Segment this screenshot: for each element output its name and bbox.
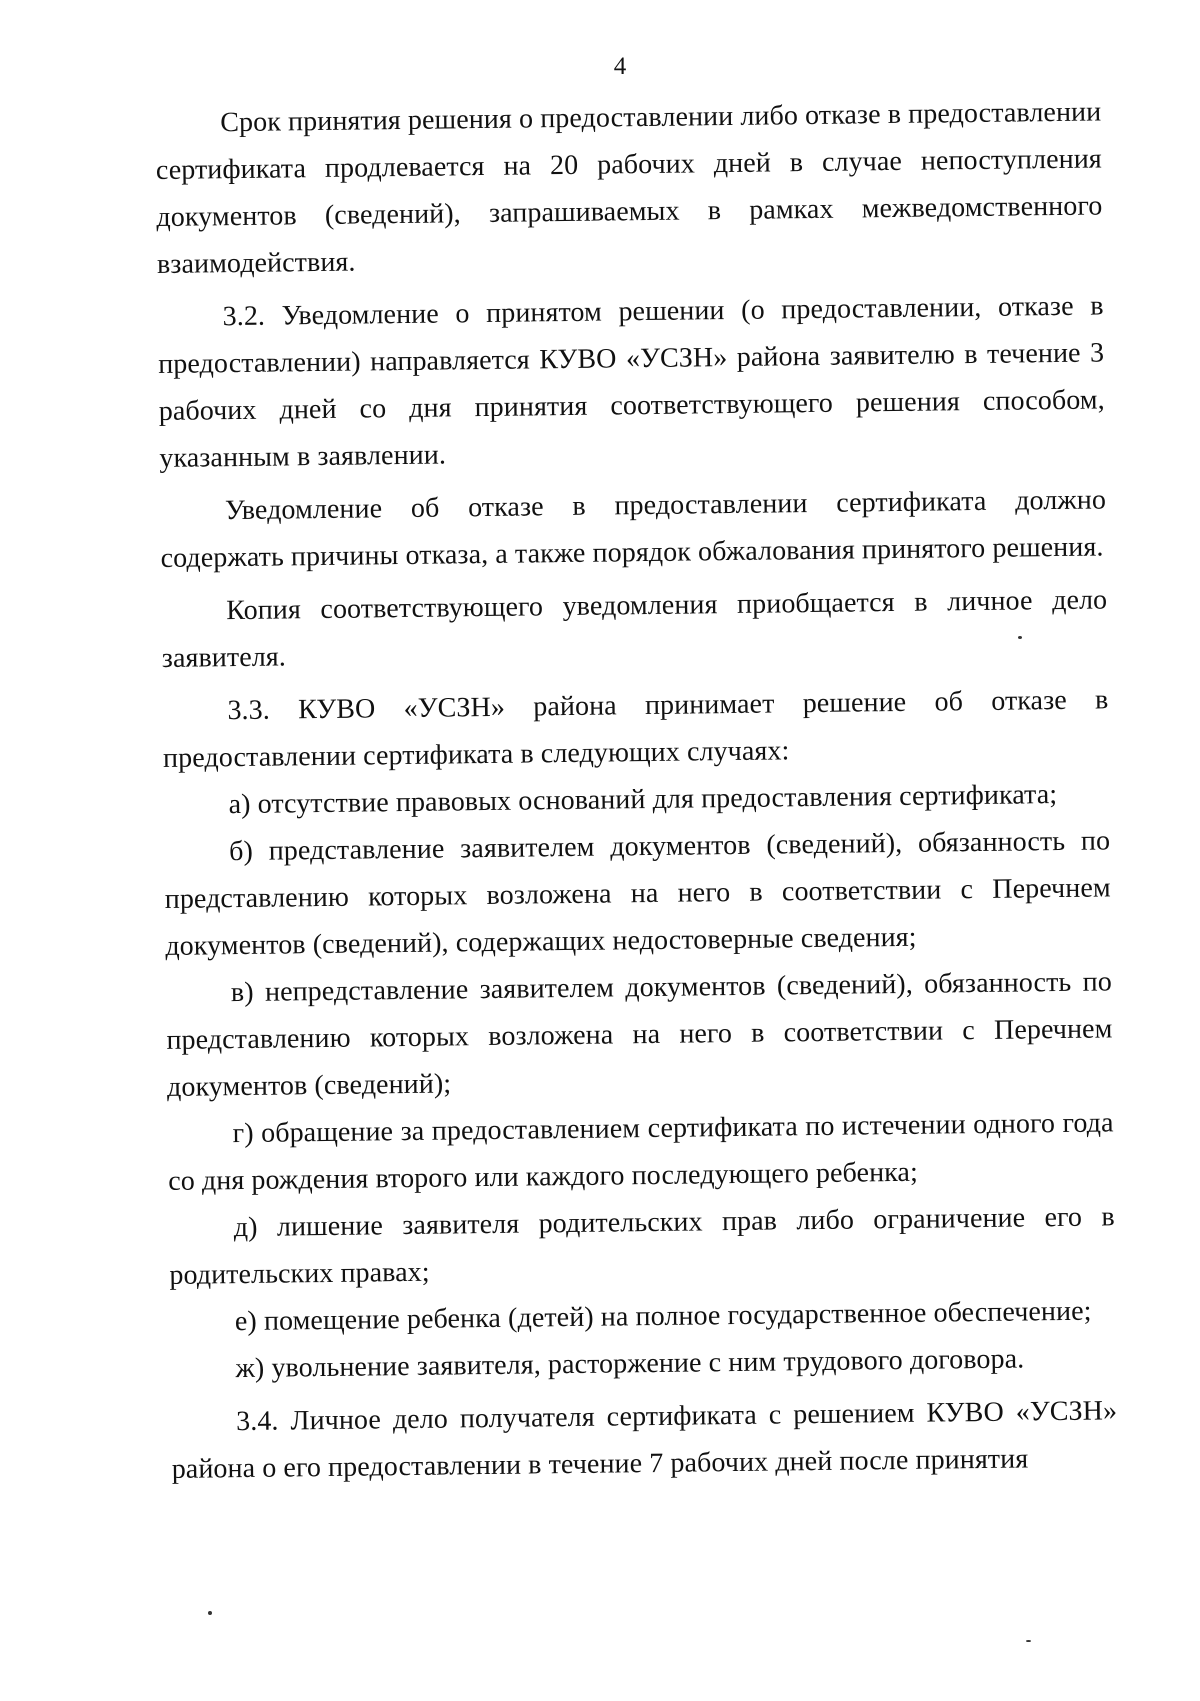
scan-speck bbox=[208, 1611, 212, 1615]
document-body bbox=[155, 88, 1118, 1492]
paragraph-3-2-notification: 3.2. Уведомление о принятом решении (о предоставлении, отказе в предоставлении) направляется КУВО «УСЗН» района заявителю в течение 3 рабочих дней со дня принятия соответствующего решения способом, указанным в заявлении. bbox=[158, 290, 1105, 474]
list-item-d: д) лишение заявителя родительских прав либо ограничение его в родительских правах; bbox=[169, 1201, 1115, 1291]
list-item-v: в) непредставление заявителем документов (сведений), обязанность по представлению которых возложена на него в соответствии с Перечнем документов (сведений); bbox=[166, 966, 1113, 1103]
scan-speck bbox=[1026, 1640, 1031, 1642]
list-item-a: а) отсутствие правовых оснований для предоставления сертификата; bbox=[228, 779, 1058, 821]
list-item-e: е) помещение ребенка (детей) на полное государственное обеспечение; bbox=[234, 1295, 1092, 1338]
paragraph-notice-copy: Копия соответствующего уведомления приобщается в личное дело заявителя. bbox=[161, 584, 1108, 674]
scan-speck bbox=[1018, 636, 1022, 639]
list-item-g: г) обращение за предоставлением сертификата по истечении одного года со дня рождения второго или каждого последующего ребенка; bbox=[168, 1107, 1114, 1197]
list-item-b: б) представление заявителем документов (сведений), обязанность по представлению которых возложена на него в соответствии с Перечнем документов (сведений), содержащих недостоверные сведения; bbox=[164, 825, 1111, 962]
page-number: 4 bbox=[613, 53, 627, 80]
paragraph-3-4-personal-file: 3.4. Личное дело получателя сертификата с решением КУВО «УСЗН» района о его предоставлении в течение 7 рабочих дней после принятия bbox=[171, 1395, 1118, 1485]
list-item-zh: ж) увольнение заявителя, расторжение с ним трудового договора. bbox=[235, 1343, 1025, 1385]
paragraph-3-3-refusal-cases: 3.3. КУВО «УСЗН» района принимает решение об отказе в предоставлении сертификата в следующих случаях: bbox=[162, 684, 1109, 774]
paragraph-refusal-notice: Уведомление об отказе в предоставлении сертификата должно содержать причины отказа, а также порядок обжалования принятого решения. bbox=[160, 484, 1107, 574]
paragraph-decision-term: Срок принятия решения о предоставлении либо отказе в предоставлении сертификата продлевается на 20 рабочих дней в случае непоступления документов (сведений), запрашиваемых в рамках межведомственного взаимодействия. bbox=[155, 96, 1103, 280]
